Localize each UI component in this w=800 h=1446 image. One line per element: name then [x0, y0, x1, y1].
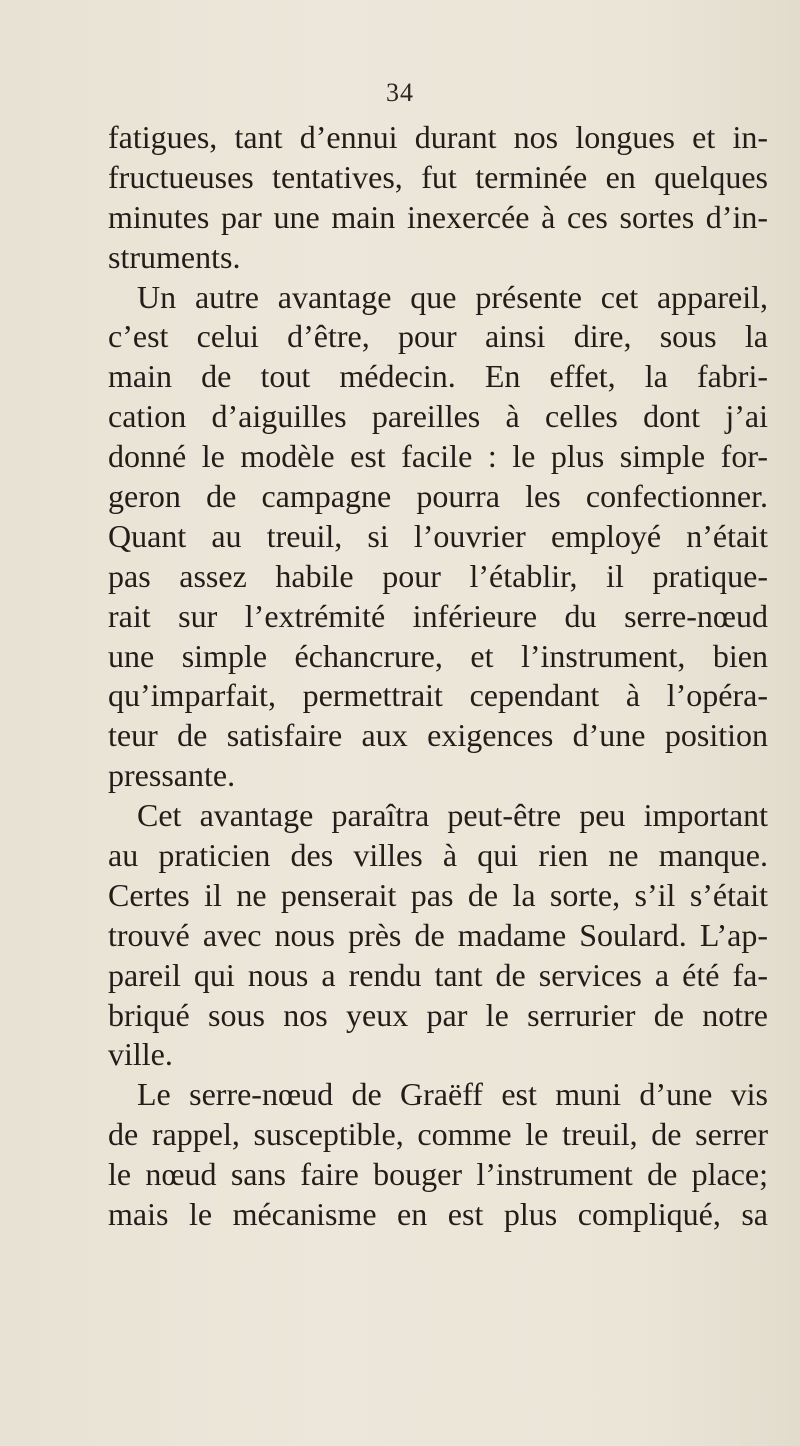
text-line: Cet avantage paraîtra peut-être peu important	[137, 797, 768, 834]
text-line: main de tout médecin. En effet, la fabri-	[108, 358, 768, 395]
text-line: Quant au treuil, si l’ouvrier employé n’était	[108, 517, 768, 554]
text-line: pareil qui nous a rendu tant de services a été fa-	[108, 956, 768, 993]
text-line: trouvé avec nous près de madame Soulard. L’ap-	[108, 916, 768, 953]
text-line: Le serre-nœud de Graëff est muni d’une vis	[137, 1076, 768, 1113]
text-line: briqué sous nos yeux par le serrurier de notre	[108, 996, 768, 1033]
text-line: cation d’aiguilles pareilles à celles dont j’ai	[108, 398, 768, 435]
text-line: Un autre avantage que présente cet appareil,	[137, 278, 768, 315]
text-line: teur de satisfaire aux exigences d’une position	[108, 717, 768, 754]
page-number: 34	[386, 78, 414, 107]
text-line: de rappel, susceptible, comme le treuil, de serrer	[108, 1116, 768, 1153]
text-line: mais le mécanisme en est plus compliqué, sa	[108, 1196, 768, 1233]
text-line: pressante.	[108, 757, 236, 794]
text-line: le nœud sans faire bouger l’instrument de place;	[108, 1156, 768, 1193]
text-line: fructueuses tentatives, fut terminée en quelques	[108, 158, 768, 195]
text-line: minutes par une main inexercée à ces sortes d’in-	[108, 198, 768, 235]
text-line: au praticien des villes à qui rien ne manque.	[108, 837, 768, 874]
text-line: rait sur l’extrémité inférieure du serre-nœud	[108, 597, 768, 634]
text-line: struments.	[108, 238, 241, 275]
text-line: Certes il ne penserait pas de la sorte, s’il s’était	[108, 876, 768, 913]
text-line: ville.	[108, 1036, 173, 1073]
text-line: pas assez habile pour l’établir, il pratique-	[108, 557, 768, 594]
text-line: geron de campagne pourra les confectionner.	[108, 478, 768, 515]
text-line: qu’imparfait, permettrait cependant à l’opéra-	[108, 677, 768, 714]
text-line: donné le modèle est facile : le plus simple for-	[108, 438, 768, 475]
body-text	[108, 118, 768, 1235]
text-line: c’est celui d’être, pour ainsi dire, sous la	[108, 318, 768, 355]
text-line: fatigues, tant d’ennui durant nos longues et in-	[108, 119, 768, 155]
text-line: une simple échancrure, et l’instrument, bien	[108, 637, 768, 674]
